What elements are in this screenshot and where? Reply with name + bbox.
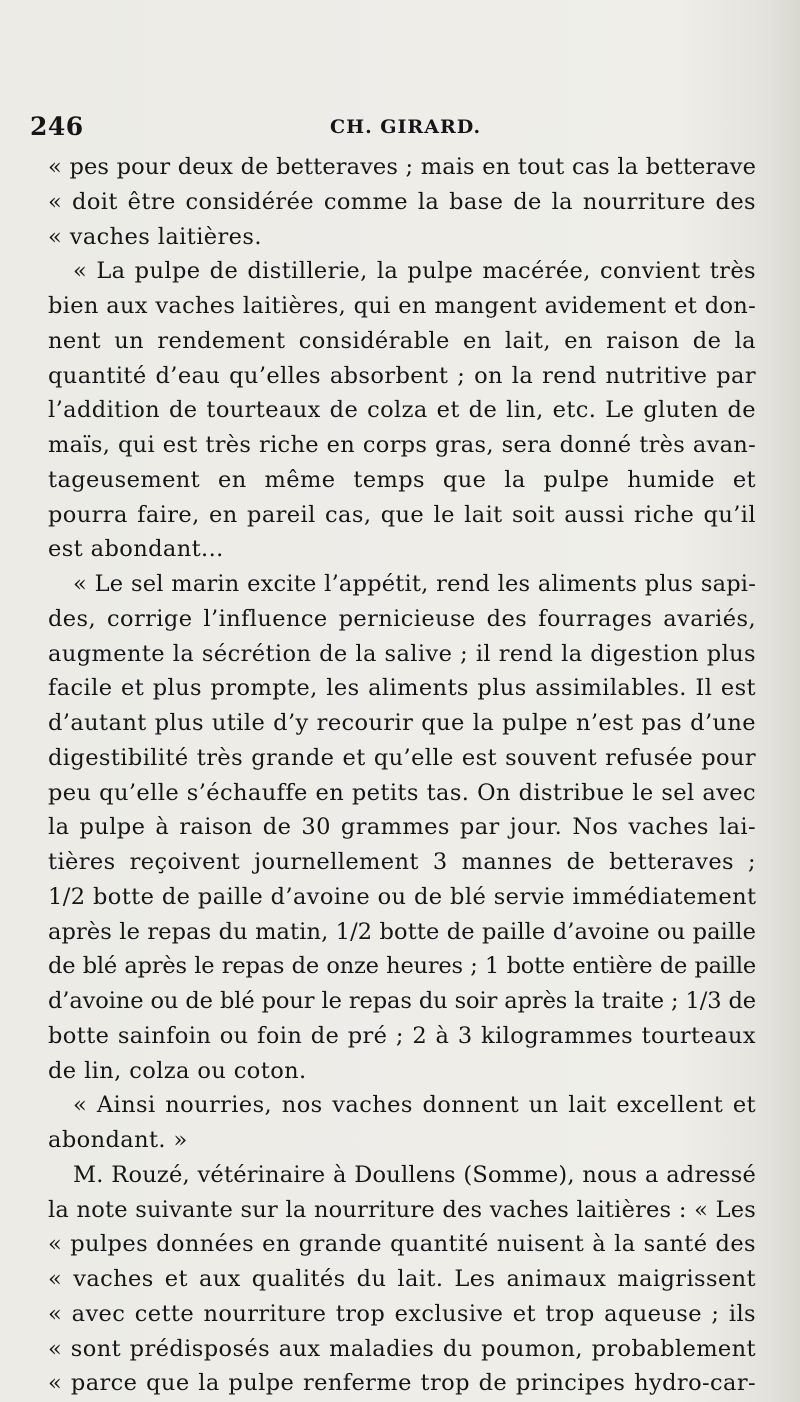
text-line: l’addition de tourteaux de colza et de lin, etc. Le gluten de bbox=[48, 397, 756, 424]
text-line: digestibilité très grande et qu’elle est souvent refusée pour bbox=[48, 744, 756, 771]
text-line: augmente la sécrétion de la salive ; il rend la digestion plus bbox=[48, 640, 756, 667]
text-line: nent un rendement considérable en lait, en raison de la bbox=[48, 327, 756, 354]
text-line: de blé après le repas de onze heures ; 1 botte entière de paille bbox=[48, 953, 756, 980]
text-line: botte sainfoin ou foin de pré ; 2 à 3 kilogrammes tourteaux bbox=[48, 1022, 756, 1049]
text-line: pourra faire, en pareil cas, que le lait soit aussi riche qu’il bbox=[48, 501, 756, 528]
text-line: la pulpe à raison de 30 grammes par jour. Nos vaches lai- bbox=[48, 814, 756, 841]
page-number: 246 bbox=[30, 112, 84, 141]
text-line: abondant. » bbox=[48, 1127, 188, 1153]
text-line: « Le sel marin excite l’appétit, rend les aliments plus sapi- bbox=[73, 571, 756, 597]
text-line: de lin, colza ou coton. bbox=[48, 1057, 307, 1084]
text-line: « La pulpe de distillerie, la pulpe macérée, convient très bbox=[73, 258, 756, 285]
text-line: tageusement en même temps que la pulpe humide et bbox=[48, 466, 756, 493]
body-text bbox=[48, 150, 756, 1401]
text-line: « parce que la pulpe renferme trop de principes hydro-car- bbox=[48, 1370, 756, 1397]
text-line: « vaches laitières. bbox=[48, 223, 262, 250]
running-head bbox=[30, 112, 760, 146]
text-line: tières reçoivent journellement 3 mannes de betteraves ; bbox=[48, 849, 756, 875]
text-line: d’autant plus utile d’y recourir que la pulpe n’est pas d’une bbox=[48, 710, 756, 736]
text-line: peu qu’elle s’échauffe en petits tas. On distribue le sel avec bbox=[48, 779, 756, 806]
text-line: « sont prédisposés aux maladies du poumon, probablement bbox=[48, 1335, 756, 1362]
text-line: M. Rouzé, vétérinaire à Doullens (Somme), nous a adressé bbox=[73, 1161, 756, 1188]
text-line: « pes pour deux de betteraves ; mais en tout cas la betterave bbox=[48, 154, 756, 180]
text-line: facile et plus prompte, les aliments plus assimilables. Il est bbox=[48, 675, 756, 702]
text-line: la note suivante sur la nourriture des vaches laitières : « Les bbox=[48, 1196, 756, 1223]
text-line: 1/2 botte de paille d’avoine ou de blé servie immédiatement bbox=[48, 883, 756, 910]
text-line: quantité d’eau qu’elles absorbent ; on la rend nutritive par bbox=[48, 362, 756, 389]
text-line: « doit être considérée comme la base de la nourriture des bbox=[48, 188, 756, 215]
text-line: bien aux vaches laitières, qui en mangent avidement et don- bbox=[48, 293, 756, 319]
text-line: « vaches et aux qualités du lait. Les animaux maigrissent bbox=[48, 1266, 756, 1292]
running-head-title: CH. GIRARD. bbox=[330, 116, 482, 138]
text-line: après le repas du matin, 1/2 botte de paille d’avoine ou paille bbox=[48, 918, 756, 945]
text-line: « avec cette nourriture trop exclusive et trop aqueuse ; ils bbox=[48, 1300, 756, 1327]
text-line: maïs, qui est très riche en corps gras, sera donné très avan- bbox=[48, 432, 756, 458]
text-line: est abondant... bbox=[48, 536, 224, 563]
text-line: des, corrige l’influence pernicieuse des fourrages avariés, bbox=[48, 605, 756, 632]
text-line: « pulpes données en grande quantité nuisent à la santé des bbox=[48, 1231, 756, 1258]
text-line: « Ainsi nourries, nos vaches donnent un lait excellent et bbox=[73, 1092, 756, 1119]
text-line: d’avoine ou de blé pour le repas du soir après la traite ; 1/3 de bbox=[48, 988, 756, 1014]
